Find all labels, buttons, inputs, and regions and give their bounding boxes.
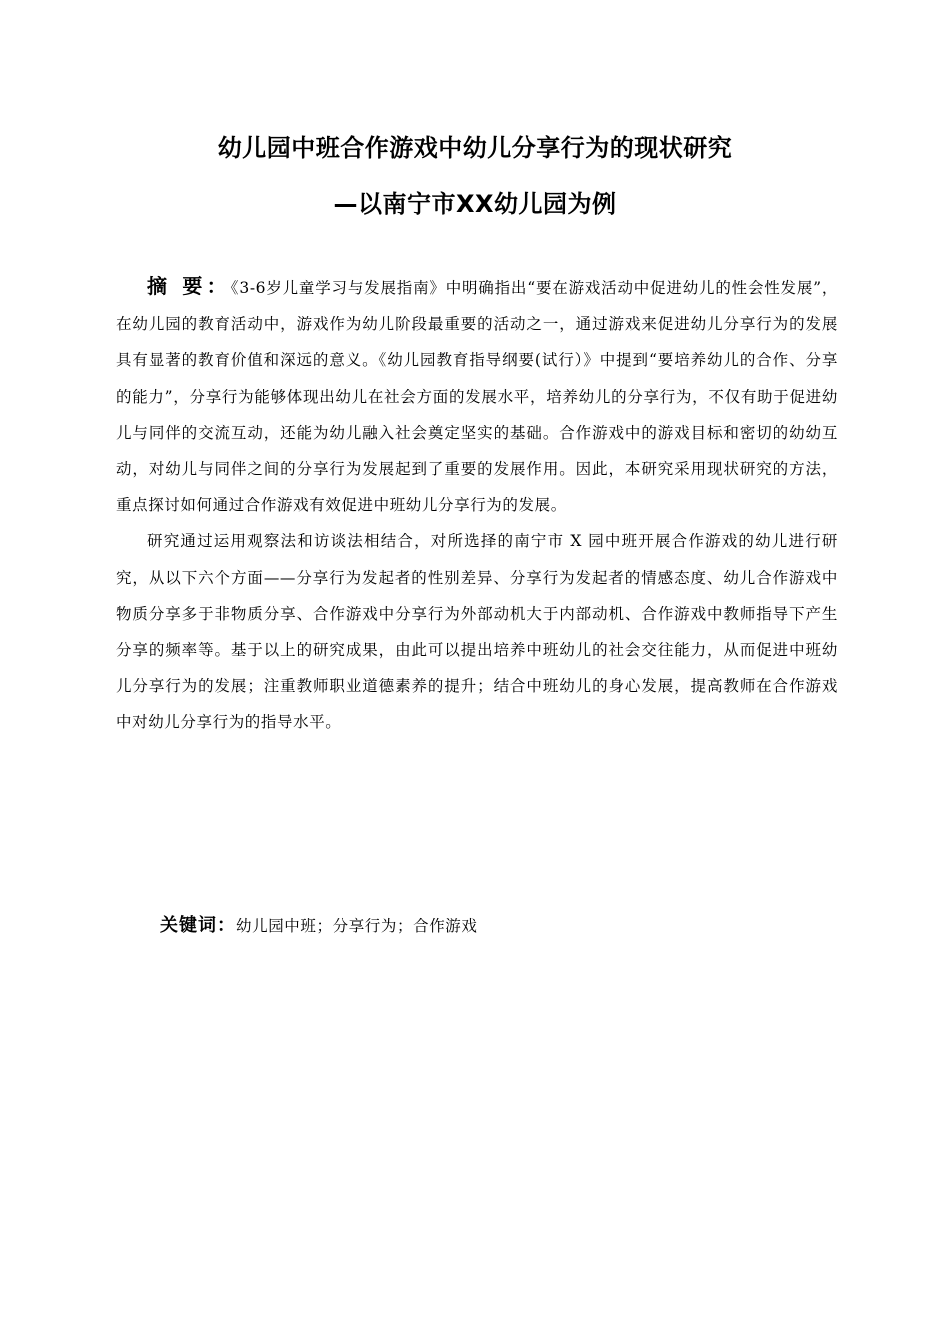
paper-subtitle: —以南宁市XX幼儿园为例 — [333, 190, 617, 218]
keywords-label: 关键词： — [160, 915, 236, 936]
keywords-value: 幼儿园中班；分享行为；合作游戏 — [236, 917, 478, 935]
keywords-line — [160, 908, 478, 944]
paper-title: 幼儿园中班合作游戏中幼儿分享行为的现状研究 — [217, 134, 733, 162]
abstract-paragraph-2: 研究通过运用观察法和访谈法相结合，对所选择的南宁市 X 园中班开展合作游戏的幼儿进行研究，从以下六个方面——分享行为发起者的性别差异、分享行为发起者的情感态度、幼儿合作游戏中物质分享多于非物质分享、合作游戏中分享行为外部动机大于内部动机、合作游戏中教师指导下产生分享的频率等。基于以上的研究成果，由此可以提出培养中班幼儿的社会交往能力，从而促进中班幼儿分享行为的发展；注重教师职业道德素养的提升；结合中班幼儿的身心发展，提高教师在合作游戏中对幼儿分享行为的指导水平。 — [116, 532, 838, 732]
abstract-label: 摘 要： — [147, 274, 231, 298]
abstract-paragraph-1-text: 《3-6岁儿童学习与发展指南》中明确指出“要在游戏活动中促进幼儿的性会性发展”，在幼儿园的教育活动中，游戏作为幼儿阶段最重要的活动之一，通过游戏来促进幼儿分享行为的发展具有显著的教育价值和深远的意义。《幼儿园教育指导纲要(试行）》中提到“要培养幼儿的合作、分享的能力”，分享行为能够体现出幼儿在社会方面的发展水平，培养幼儿的分享行为，不仅有助于促进幼儿与同伴的交流互动，还能为幼儿融入社会奠定坚实的基础。合作游戏中的游戏目标和密切的幼幼互动，对幼儿与同伴之间的分享行为发展起到了重要的发展作用。因此，本研究采用现状研究的方法，重点探讨如何通过合作游戏有效促进中班幼儿分享行为的发展。 — [116, 279, 839, 515]
abstract-section — [116, 268, 838, 741]
abstract-paragraph-1 — [116, 268, 838, 523]
